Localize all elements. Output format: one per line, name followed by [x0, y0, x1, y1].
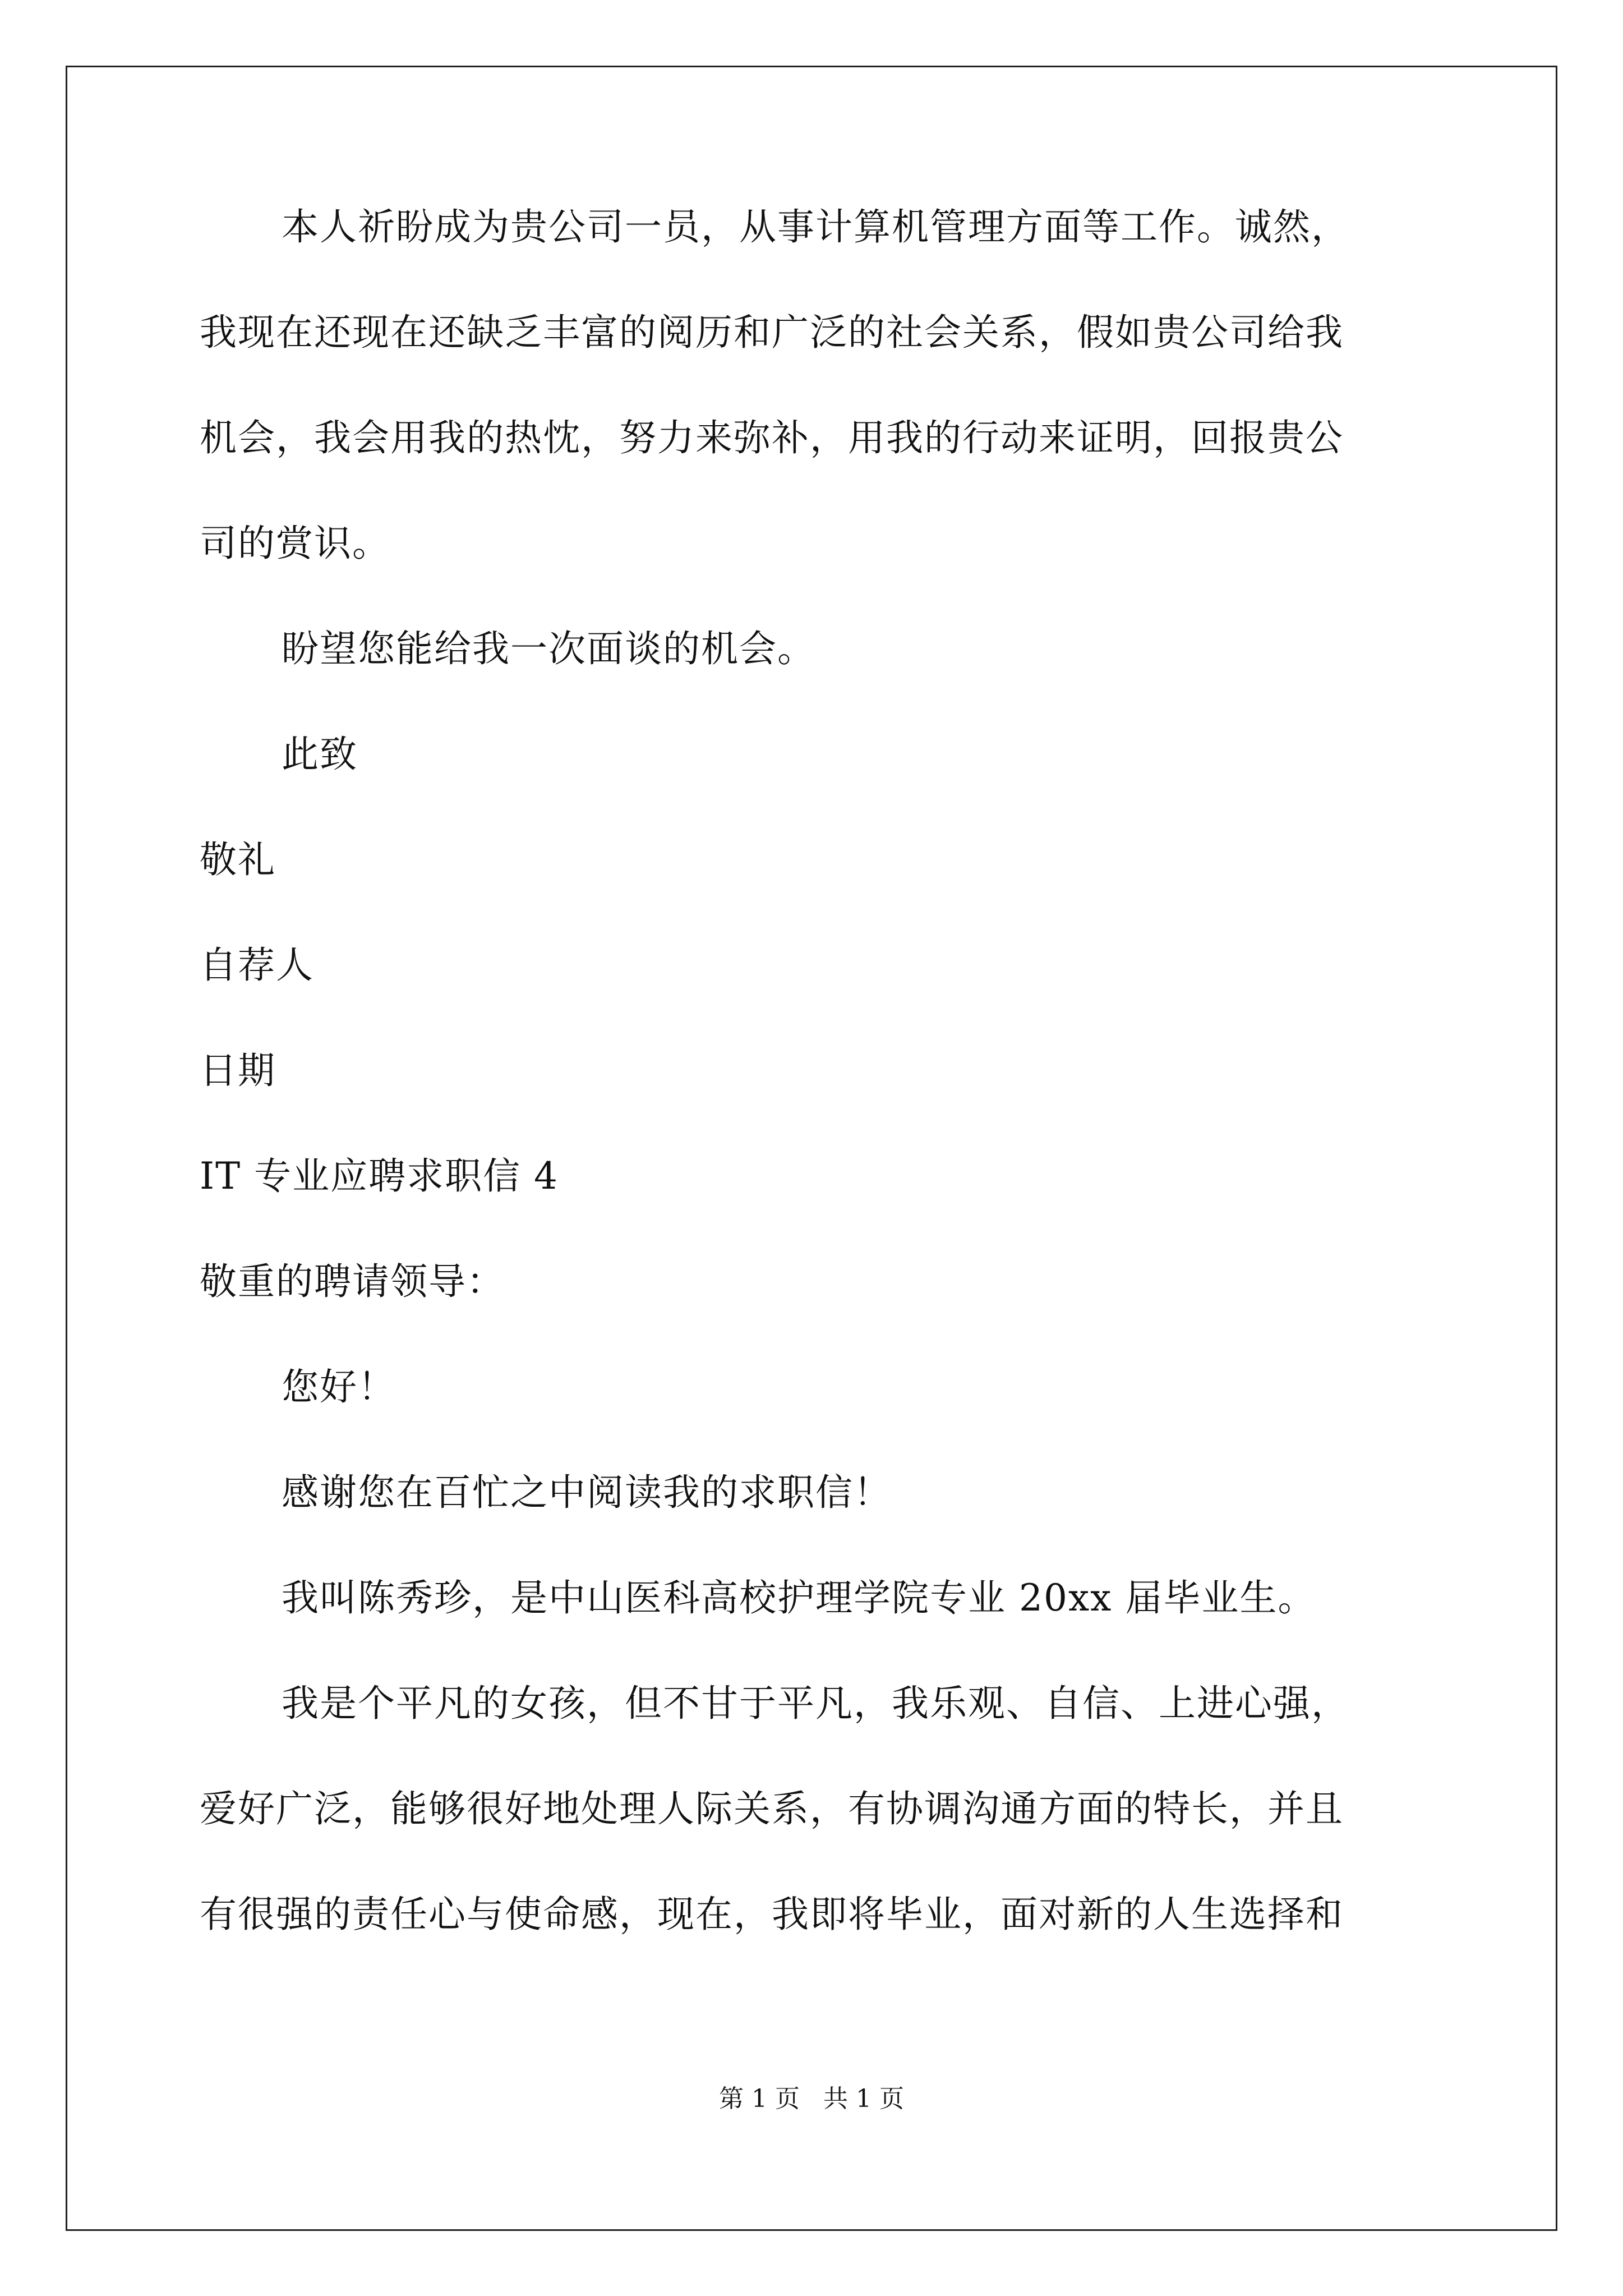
- body-line: 我现在还现在还缺乏丰富的阅历和广泛的社会关系，假如贵公司给我: [200, 311, 1344, 354]
- body-line: 机会，我会用我的热忱，努力来弥补，用我的行动来证明，回报贵公: [200, 416, 1344, 459]
- body-line: 爱好广泛，能够很好地处理人际关系，有协调沟通方面的特长，并且: [200, 1787, 1344, 1830]
- body-line: 您好！: [282, 1365, 396, 1409]
- body-line: 感谢您在百忙之中阅读我的求职信！: [282, 1471, 892, 1514]
- date-line: 日期: [200, 1049, 276, 1092]
- body-line: 司的赏识。: [200, 522, 390, 565]
- salutation-line: 敬礼: [200, 838, 276, 881]
- body-line: 我叫陈秀珍，是中山医科高校护理学院专业 20xx 届毕业生。: [282, 1576, 1316, 1619]
- body-line: 本人祈盼成为贵公司一员，从事计算机管理方面等工作。诚然，: [282, 205, 1349, 249]
- body-line: 盼望您能给我一次面谈的机会。: [282, 627, 815, 670]
- page-footer: 第 1 页 共 1 页: [719, 2085, 904, 2113]
- closing-line: 此致: [282, 733, 358, 776]
- signer-line: 自荐人: [200, 944, 314, 987]
- body-line: 我是个平凡的女孩，但不甘于平凡，我乐观、自信、上进心强，: [282, 1682, 1349, 1725]
- body-line: 有很强的责任心与使命感，现在，我即将毕业，面对新的人生选择和: [200, 1893, 1344, 1936]
- greeting-line: 敬重的聘请领导：: [200, 1260, 505, 1303]
- section-heading: IT 专业应聘求职信 4: [200, 1154, 559, 1198]
